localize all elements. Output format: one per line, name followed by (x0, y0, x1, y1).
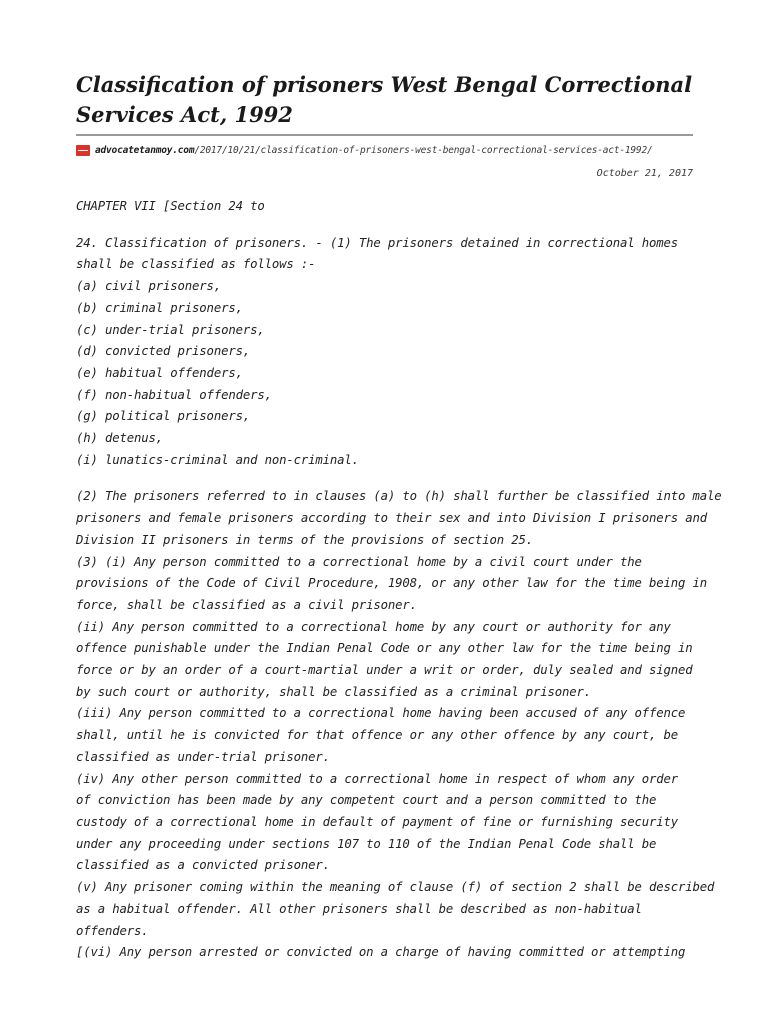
text-line: (3) (i) Any person committed to a correctional home by a civil court under the (76, 554, 642, 569)
source-link[interactable] (95, 143, 652, 159)
text-line: by such court or authority, shall be classified as a criminal prisoner. (76, 684, 591, 699)
text-line: (2) The prisoners referred to in clauses (a) to (h) shall further be classified into male (76, 489, 722, 504)
source-path: /2017/10/21/classification-of-prisoners-west-bengal-correctional-services-act-1992/ (194, 145, 653, 156)
article-date: October 21, 2017 (596, 168, 693, 179)
text-line: offenders. (76, 923, 149, 938)
list-item: (c) under-trial prisoners, (76, 322, 265, 337)
source-line (76, 143, 693, 159)
text-line: (v) Any prisoner coming within the meaning of clause (f) of section 2 shall be described (76, 880, 715, 895)
list-item: (d) convicted prisoners, (76, 344, 251, 359)
text-line: force or by an order of a court-martial under a writ or order, duly sealed and signed (76, 663, 693, 678)
text-line: classified as under-trial prisoner. (76, 749, 330, 764)
subsection-block (76, 486, 722, 963)
text-line: [(vi) Any person arrested or convicted on a charge of having committed or attempting (76, 945, 686, 960)
list-item: (g) political prisoners, (76, 409, 251, 424)
text-line: shall, until he is convicted for that offence or any other offence by any court, be (76, 728, 679, 743)
article-title: Classification of prisoners West Bengal Correctional Services Act, 1992 (76, 72, 693, 127)
section-24-block (76, 233, 696, 472)
list-item: (i) lunatics-criminal and non-criminal. (76, 452, 359, 467)
site-favicon-icon (76, 145, 90, 156)
chapter-heading: CHAPTER VII [Section 24 to (76, 199, 265, 213)
text-line: force, shall be classified as a civil prisoner. (76, 597, 417, 612)
text-line: Division II prisoners in terms of the provisions of section 25. (76, 532, 533, 547)
title-divider (76, 134, 693, 136)
text-line: shall be classified as follows :- (76, 257, 316, 272)
list-item: (h) detenus, (76, 431, 164, 446)
text-line: prisoners and female prisoners according to their sex and into Division I prisoners and (76, 511, 708, 526)
list-item: (e) habitual offenders, (76, 365, 243, 380)
text-line: 24. Classification of prisoners. - (1) The prisoners detained in correctional homes (76, 235, 679, 250)
text-line: (iv) Any other person committed to a correctional home in respect of whom any order (76, 771, 679, 786)
text-line: provisions of the Code of Civil Procedure, 1908, or any other law for the time being in (76, 576, 708, 591)
text-line: custody of a correctional home in default of payment of fine or furnishing security (76, 814, 679, 829)
list-item: (f) non-habitual offenders, (76, 387, 272, 402)
text-line: classified as a convicted prisoner. (76, 858, 330, 873)
source-domain: advocatetanmoy.com (95, 145, 195, 156)
text-line: under any proceeding under sections 107 to 110 of the Indian Penal Code shall be (76, 836, 657, 851)
list-item: (b) criminal prisoners, (76, 300, 243, 315)
list-item: (a) civil prisoners, (76, 279, 222, 294)
text-line: of conviction has been made by any competent court and a person committed to the (76, 793, 657, 808)
text-line: as a habitual offender. All other prisoners shall be described as non-habitual (76, 901, 642, 916)
text-line: (iii) Any person committed to a correctional home having been accused of any offence (76, 706, 686, 721)
text-line: offence punishable under the Indian Penal Code or any other law for the time being in (76, 641, 693, 656)
article-body (76, 196, 722, 964)
text-line: (ii) Any person committed to a correctional home by any court or authority for any (76, 619, 671, 634)
